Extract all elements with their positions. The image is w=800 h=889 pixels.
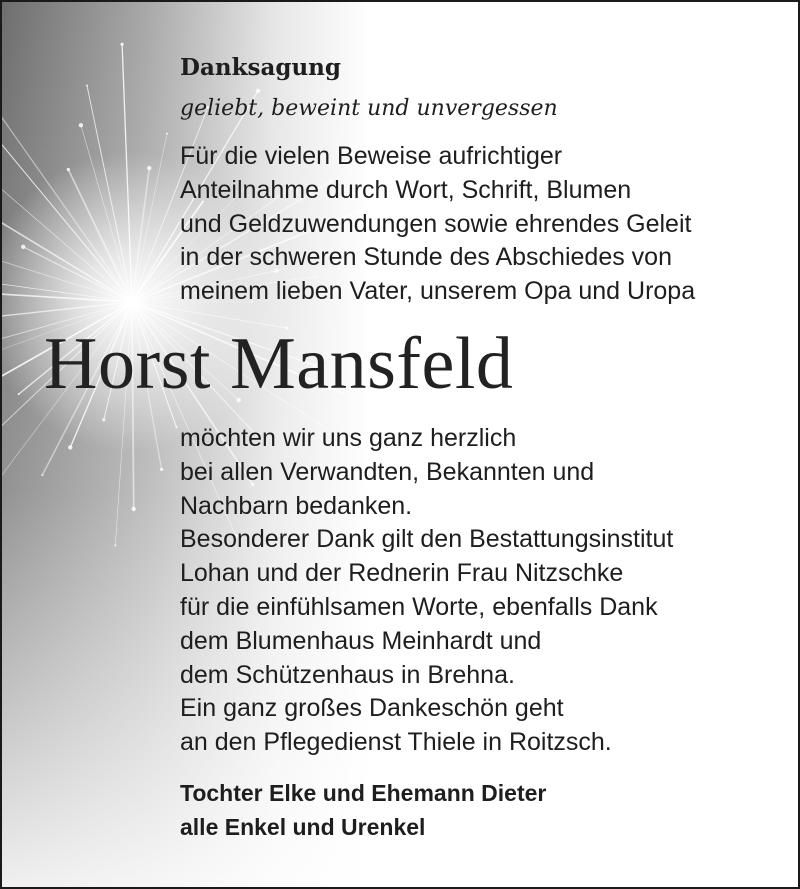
thanks-line: möchten wir uns ganz herzlich [180,424,517,452]
signature-line: Tochter Elke und Ehemann Dieter [180,780,547,806]
heading: Danksagung [180,54,341,81]
signature-line: alle Enkel und Urenkel [180,814,426,840]
thanks-line: an den Pflegedienst Thiele in Roitzsch. [180,728,612,757]
thanks-line: für die einfühlsamen Worte, ebenfalls Dank [180,592,658,621]
thanks-line: Nachbarn bedanken. [180,491,413,520]
thanks-line: Ein ganz großes Dankeschön geht [180,694,564,723]
thanks-line: dem Blumenhaus Meinhardt und [180,626,542,655]
thanks-line: Lohan und der Rednerin Frau Nitzschke [180,559,624,588]
thanks-line: Besonderer Dank gilt den Bestattungsinstitut [180,525,674,554]
intro-line: in der schweren Stunde des Abschiedes von [180,243,672,272]
thanks-line: bei allen Verwandten, Bekannten und [180,457,595,486]
intro-line: Für die vielen Beweise aufrichtiger [180,142,563,170]
thanks-paragraph [180,422,673,760]
signature [180,776,546,844]
deceased-name: Horst Mansfeld [44,323,514,405]
subtitle: geliebt, beweint und unvergessen [180,96,558,121]
intro-line: Anteilnahme durch Wort, Schrift, Blumen [180,175,632,204]
intro-line: meinem lieben Vater, unserem Opa und Uropa [180,277,696,306]
intro-line: und Geldzuwendungen sowie ehrendes Geleit [180,209,692,238]
thanks-line: dem Schützenhaus in Brehna. [180,660,515,689]
intro-paragraph [180,140,695,309]
